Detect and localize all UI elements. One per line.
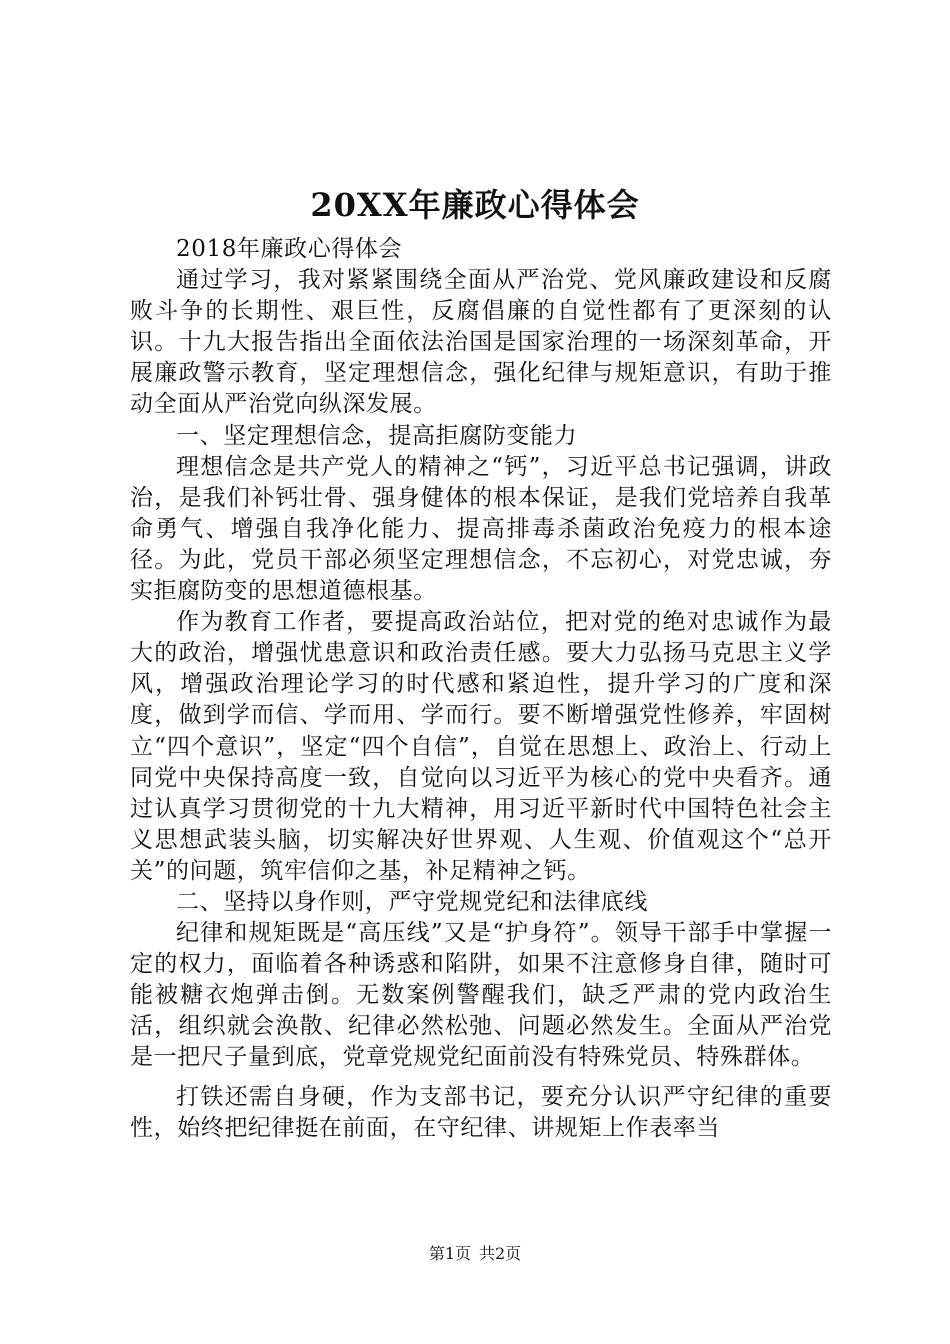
document-title: 20XX年廉政心得体会 (310, 186, 640, 224)
body-paragraph: 理想信念是共产党人的精神之“钙”，习近平总书记强调，讲政治，是我们补钙壮骨、强身健体的根本保证，是我们党培养自我革命勇气、增强自我净化能力、提高排毒杀菌政治免疫力的根本途径。为此，党员干部必须坚定理想信念，不忘初心，对党忠诚，夯实拒腐防变的思想道德根基。 (130, 453, 832, 605)
page-total: 共2页 (479, 1244, 522, 1263)
subtitle-paragraph: 2018年廉政心得体会 (176, 236, 403, 262)
body-paragraph: 纪律和规矩既是“高压线”又是“护身符”。领导干部手中掌握一定的权力，面临着各种诱惑和陷阱，如果不注意修身自律，随时可能被糖衣炮弹击倒。无数案例警醒我们，缺乏严肃的党内政治生活，组织就会涣散、纪律必然松弛、问题必然发生。全面从严治党是一把尺子量到底，党章党规党纪面前没有特殊党员、特殊群体。 (130, 920, 832, 1071)
body-paragraph: 打铁还需自身硬，作为支部书记，要充分认识严守纪律的重要性，始终把纪律挺在前面，在守纪律、讲规矩上作表率当 (130, 1083, 832, 1141)
body-paragraph: 作为教育工作者，要提高政治站位，把对党的绝对忠诚作为最大的政治，增强忧患意识和政治责任感。要大力弘扬马克思主义学风，增强政治理论学习的时代感和紧迫性，提升学习的广度和深度，做到学而信、学而用、学而行。要不断增强党性修养，牢固树立“四个意识”，坚定“四个自信”，自觉在思想上、政治上、行动上同党中央保持高度一致，自觉向以习近平为核心的党中央看齐。通过认真学习贯彻党的十九大精神，用习近平新时代中国特色社会主义思想武装头脑，切实解决好世界观、人生观、价值观这个“总开关”的问题，筑牢信仰之基，补足精神之钙。 (130, 609, 832, 884)
page-number: 第1页 (428, 1244, 471, 1263)
section-heading-2: 二、坚持以身作则，严守党规党纪和法律底线 (176, 888, 648, 915)
section-heading-1: 一、坚定理想信念，提高拒腐防变能力 (176, 422, 578, 449)
intro-paragraph: 通过学习，我对紧紧围绕全面从严治党、党风廉政建设和反腐败斗争的长期性、艰巨性，反腐倡廉的自觉性都有了更深刻的认识。十九大报告指出全面依法治国是国家治理的一场深刻革命，开展廉政警示教育，坚定理想信念，强化纪律与规矩意识，有助于推动全面从严治党向纵深发展。 (130, 267, 832, 418)
page-footer (0, 1244, 950, 1264)
document-body (130, 234, 832, 1144)
